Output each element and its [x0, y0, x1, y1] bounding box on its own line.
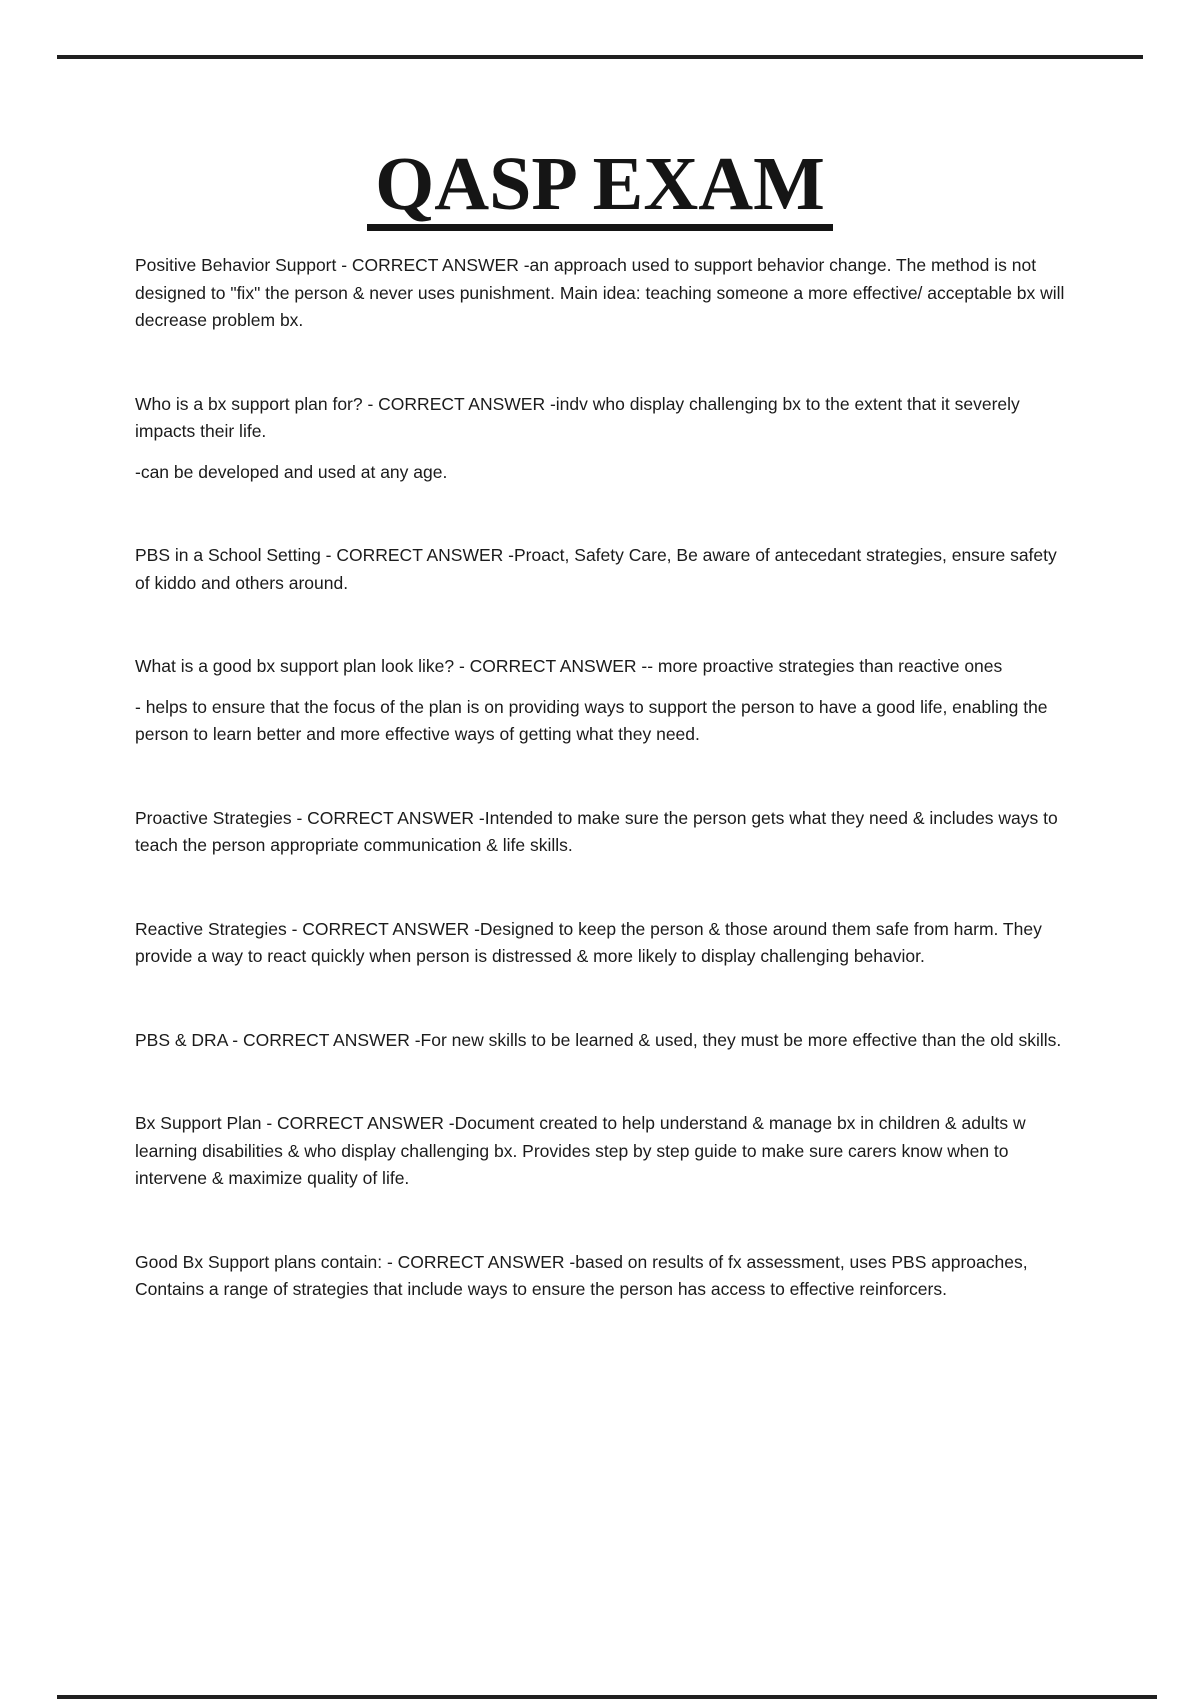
qa-paragraph: What is a good bx support plan look like? - CORRECT ANSWER -- more proactive strategies than reactive ones	[135, 656, 1003, 676]
qa-paragraph: Bx Support Plan - CORRECT ANSWER -Document created to help understand & manage bx in children & adults w learning disabilities & who display challenging bx. Provides step by step guide to make sure carers know when to intervene & maximize quality of life.	[135, 1113, 1026, 1188]
qa-item	[135, 252, 1067, 335]
page-title: QASP EXAM	[367, 146, 833, 231]
qa-item	[135, 1027, 1067, 1055]
qa-paragraph: PBS in a School Setting - CORRECT ANSWER -Proact, Safety Care, Be aware of antecedant strategies, ensure safety of kiddo and others around.	[135, 545, 1057, 593]
qa-paragraph: Proactive Strategies - CORRECT ANSWER -Intended to make sure the person gets what they need & includes ways to teach the person appropriate communication & life skills.	[135, 807, 1058, 855]
qa-paragraph: -can be developed and used at any age.	[135, 461, 448, 482]
qa-item	[135, 805, 1067, 860]
content-column	[135, 252, 1067, 1360]
title-block	[0, 142, 1200, 231]
qa-paragraph: Who is a bx support plan for? - CORRECT ANSWER -indv who display challenging bx to the extent that it severely impacts their life.	[135, 393, 1020, 441]
qa-item	[135, 916, 1067, 971]
qa-item	[135, 1249, 1067, 1304]
top-rule	[57, 55, 1143, 59]
qa-item	[135, 653, 1067, 749]
qa-paragraph: PBS & DRA - CORRECT ANSWER -For new skills to be learned & used, they must be more effective than the old skills.	[135, 1029, 1062, 1050]
qa-paragraph: Good Bx Support plans contain: - CORRECT ANSWER -based on results of fx assessment, uses PBS approaches, Contains a range of strategies that include ways to ensure the person has access to effective reinforcers.	[135, 1251, 1028, 1299]
qa-item	[135, 1110, 1067, 1193]
bottom-rule	[57, 1695, 1157, 1699]
qa-paragraph: - helps to ensure that the focus of the plan is on providing ways to support the person to have a good life, enabling the person to learn better and more effective ways of getting what they need.	[135, 696, 1048, 744]
qa-paragraph: Reactive Strategies - CORRECT ANSWER -Designed to keep the person & those around them safe from harm. They provide a way to react quickly when person is distressed & more likely to display challenging behavior.	[135, 918, 1042, 966]
qa-item	[135, 542, 1067, 597]
qa-paragraph: Positive Behavior Support - CORRECT ANSWER -an approach used to support behavior change. The method is not designed to "fix" the person & never uses punishment. Main idea: teaching someone a more effective/ acceptable bx will decrease problem bx.	[135, 255, 1065, 330]
qa-item	[135, 391, 1067, 487]
